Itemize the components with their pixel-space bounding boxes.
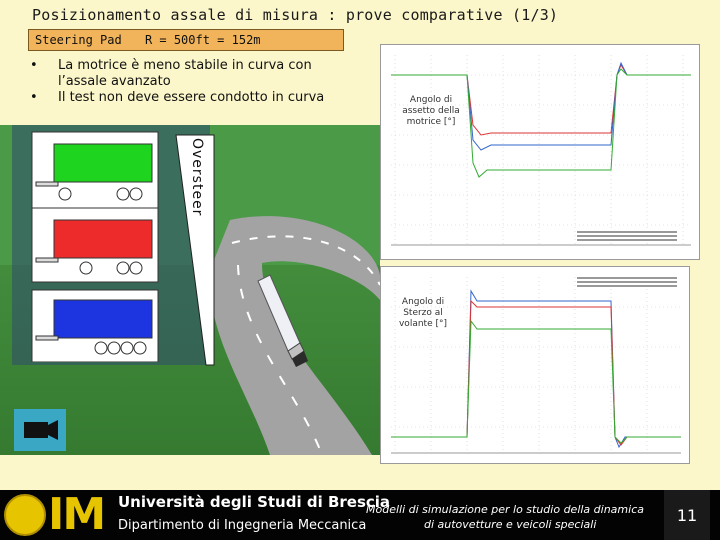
department-logo: IM <box>48 489 105 540</box>
chart-top-label: Angolo di assetto della motrice [°] <box>402 95 460 127</box>
test-condition-bar <box>28 29 344 51</box>
bullet-list <box>30 58 360 106</box>
page-number: 11 <box>664 490 710 540</box>
bullet-item: • La motrice è meno stabile in curva con l’assale avanzato <box>30 58 360 90</box>
trailer-green <box>32 132 158 220</box>
department-name: Dipartimento di Ingegneria Meccanica <box>118 518 367 533</box>
trailer-blue <box>32 290 158 362</box>
university-seal-icon <box>4 494 46 536</box>
chart-steering-angle <box>380 266 690 464</box>
oversteer-label: Oversteer <box>189 138 205 217</box>
trailer-red <box>32 208 158 282</box>
camera-icon <box>14 409 66 451</box>
slide-title: Posizionamento assale di misura : prove comparative (1/3) <box>32 6 559 24</box>
bullet-item: • Il test non deve essere condotto in curva <box>30 90 360 106</box>
university-name: Università degli Studi di Brescia <box>118 493 391 511</box>
chart-body-slip-angle <box>380 44 700 260</box>
trailer-comparison <box>28 130 210 362</box>
test-radius: R = 500ft = 152m <box>144 33 261 47</box>
course-title-line2: di autovetture e veicoli speciali <box>424 518 597 531</box>
chart-bottom-label: Angolo di Sterzo al volante [°] <box>398 297 447 329</box>
course-title-line1: Modelli di simulazione per lo studio della dinamica <box>366 503 644 516</box>
test-name: Steering Pad <box>35 33 122 47</box>
